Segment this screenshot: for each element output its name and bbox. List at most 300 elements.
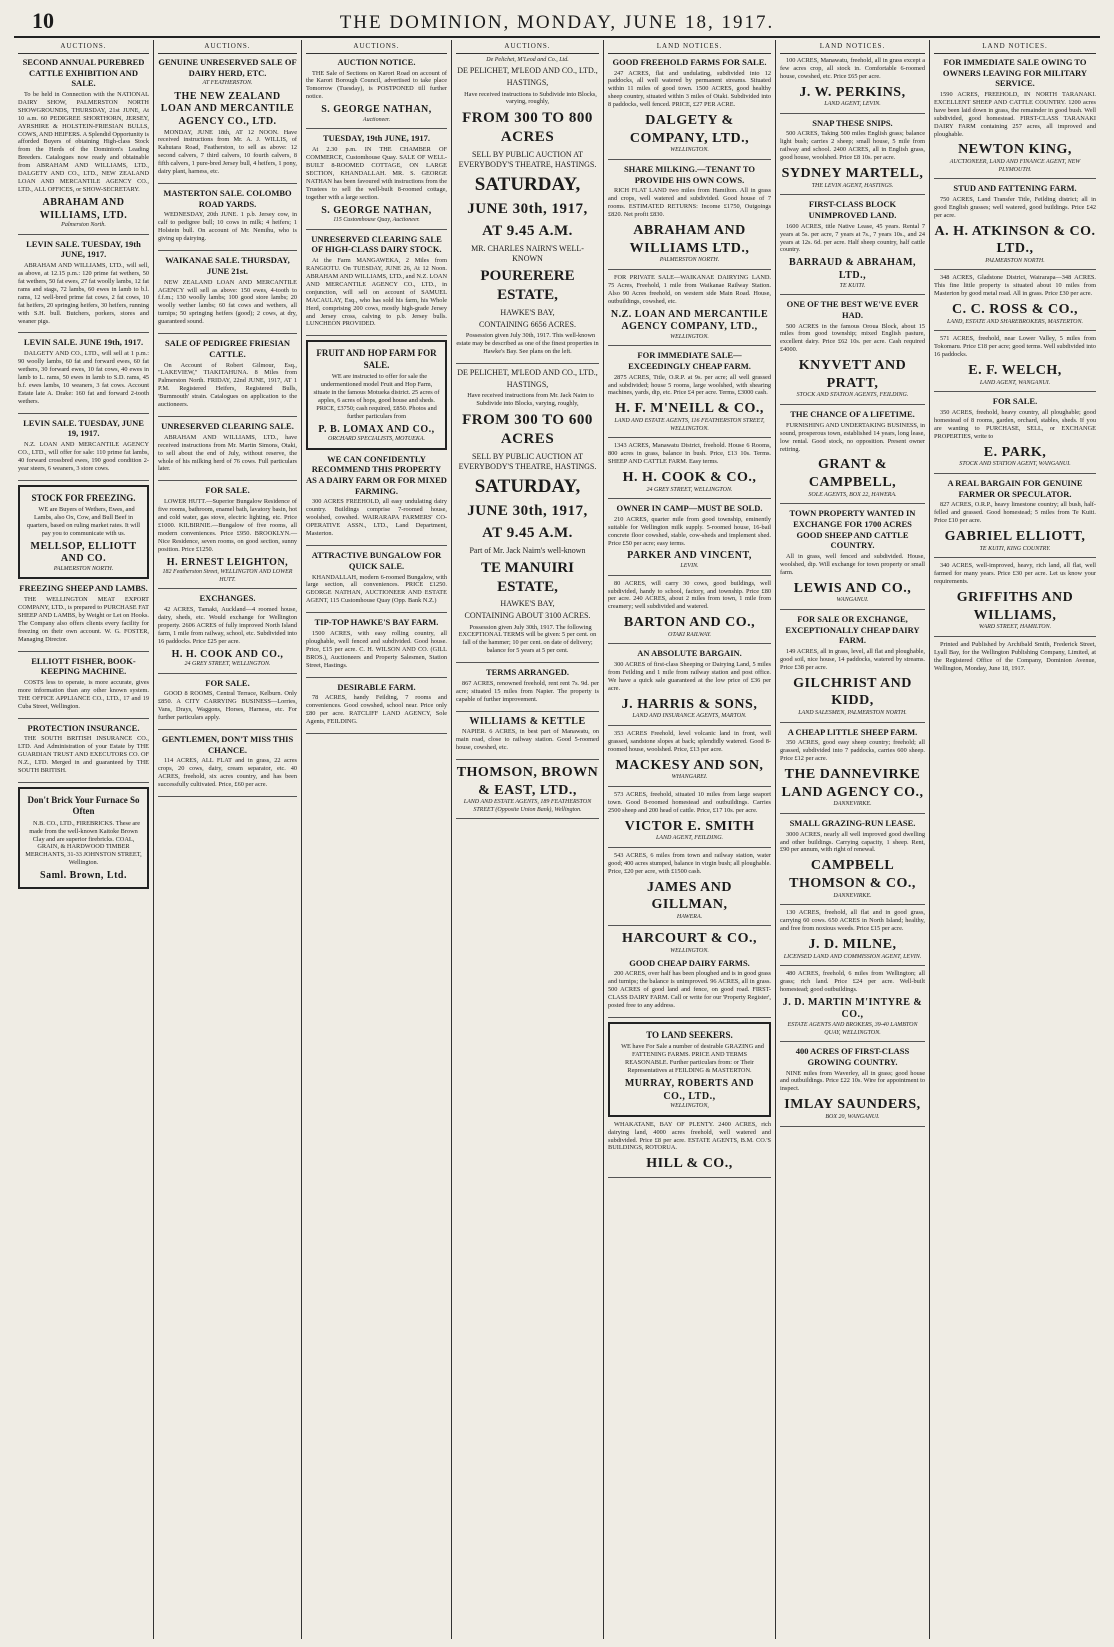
ad-body: FURNISHING AND UNDERTAKING BUSINESS, in sound, prosperous town, established 14 years, long lease, low rental. Good stock, no opposition. Present owner retiring. — [780, 421, 925, 453]
column-heading: AUCTIONS. — [456, 42, 599, 54]
ad-body: NINE miles from Waverley, all in grass; good house and outbuildings. Price £22 10s. Wire for appointment to inspect. — [780, 1069, 925, 1093]
ad-title: STOCK FOR FREEZING. — [31, 492, 136, 503]
ad-firm: E. F. WELCH, — [968, 363, 1062, 379]
ad-location: LICENSED LAND AND COMMISSION AGENT, LEVIN. — [783, 953, 922, 960]
ad-block — [608, 70, 771, 160]
ad-title: WE CAN CONFIDENTLY RECOMMEND THIS PROPERTY AS A DAIRY FARM OR FOR MIXED FARMING. — [306, 453, 447, 496]
ad-headline: Don't Brick Your Furnace So Often — [27, 795, 140, 817]
ad-firm: ABRAHAM AND WILLIAMS, LTD. — [39, 196, 128, 221]
ad-location: PALMERSTON NORTH. — [659, 257, 720, 264]
ad-body: NEW ZEALAND LOAN AND MERCANTILE AGENCY will sell as above: 150 ewes, 4-tooth to f.f.m.; 130 woolly lambs; 100 good store lambs; 20 woolly wether lambs; 60 fat cows and wethers, all turnips; 50 springing heifers (good); 2 cows, at dry, guaranteed sound. — [158, 278, 297, 326]
ad-title: AUCTION NOTICE. — [337, 56, 416, 67]
ad-firm: GILCHRIST AND KIDD, — [793, 675, 912, 709]
announcement-firm: DE PELICHET, M'LEOD AND CO., LTD., — [457, 66, 598, 76]
ad-block — [456, 667, 599, 711]
boxed-ad — [18, 485, 149, 580]
announcement-place: HASTINGS, — [506, 78, 549, 88]
ad-title: TO LAND SEEKERS. — [646, 1029, 733, 1040]
ad-body: WEDNESDAY, 20th JUNE. 1 p.b. Jersey cow, in calf to pedigree bull; 10 cows in milk; 4 heifers; 1 Holstein bull. On account of Mr. Nemihu, who is giving up dairying. — [158, 211, 297, 243]
ad-body: 353 ACRES Freehold, level volcanic land in front, well grassed, sandstone slopes at back; splendidly watered. Good 8-roomed house, woolshed. Price, £13 per acre. — [608, 730, 771, 753]
column-1 — [14, 40, 154, 1639]
column-3 — [302, 40, 452, 1639]
ad-block — [456, 716, 599, 760]
ad-block — [158, 338, 297, 417]
ad-title: LEVIN SALE. TUESDAY, 19th JUNE, 1917. — [26, 238, 141, 260]
ad-body: 114 ACRES, ALL FLAT and in grass, 22 acres crops, 20 cows, dairy, cream separator, etc. 40 ACRES, freehold, six acres country, and has been successfully cultivated. Price, £60 per acre. — [158, 757, 297, 789]
ad-location: STOCK AND STATION AGENTS, FEILDING. — [796, 392, 909, 399]
ad-firm: H. F. M'NEILL & CO., — [615, 401, 764, 417]
announcement-estate: TE MANUIRI ESTATE, — [481, 559, 574, 595]
ad-body: To be held in Connection with the NATIONAL DAIRY SHOW, PALMERSTON NORTH SHOWGROUNDS, THURSDAY, 21st JUNE, At 10 a.m. 60 PEDIGREE SHORTHORN, JERSEY, AYRSHIRE & HOLSTEIN-FRIESIAN BULLS, COWS, AND HEIFERS. A Splendid Opportunity is afforded Buyers of obtaining High-class Stock from the Herds of the Dominion's Leading Breeders. Catalogues now ready and obtainable from ABRAHAM AND WILLIAMS, LTD., DALGETY AND CO., LTD., NEW ZEALAND LOAN AND MERCANTILE AGENCY CO., LTD., ALL OFFICES, or SHOW-SECRETARY. — [18, 90, 149, 193]
ad-body: 827 ACRES, O.R.P., heavy limestone country; all bush, half-felled and grassed. Good homestead; 5 miles from Te Kuiti. Price £10 per acre. — [934, 501, 1096, 525]
ad-body: At 2.30 p.m. IN THE CHAMBER OF COMMERCE, Customhouse Quay. SALE OF WELL-BUILT 8-ROOMED COTTAGE, ON LARGE SECTION, KHANDALLAH. MR. S. GEORGE NATHAN has been favoured with instructions from the Trustees to sell the well-built 8-roomed cottage, together with a large section. — [306, 146, 447, 201]
ad-body: 543 ACRES, 6 miles from town and railway station, water good; 400 acres stumped, balance in virgin bush; all ploughable. Price, £20 per acre, with £1500 cash. — [608, 851, 771, 875]
ad-location: LAND AGENT, WANGANUI. — [979, 379, 1051, 386]
ad-block — [780, 614, 925, 723]
ad-firm: C. C. ROSS & CO., — [952, 302, 1078, 318]
column-heading: LAND NOTICES. — [608, 42, 771, 54]
column-subheading: FOR IMMEDIATE SALE OWING TO OWNERS LEAVING FOR MILITARY SERVICE. — [942, 56, 1088, 89]
ad-title: FOR SALE. — [205, 485, 250, 496]
ad-location: LAND AND INSURANCE AGENTS, MARTON. — [632, 713, 747, 720]
ad-title: GOOD CHEAP DAIRY FARMS. — [629, 957, 750, 968]
ad-location: AUCTIONEER, LAND AND FINANCE AGENT, NEW PLYMOUTH. — [949, 159, 1081, 173]
ad-body: 42 ACRES, Tamaki, Auckland—4 roomed house, dairy, sheds, etc. Would exchange for Wellington property. 2606 ACRES of fully improved North Island farm, 1 mile from railway, school, etc. Subdivided into 16 paddocks. Price £25 per acre. — [158, 605, 297, 645]
ad-title: THE CHANCE OF A LIFETIME. — [790, 409, 915, 420]
ad-firm: LEWIS AND CO., — [793, 580, 912, 596]
announcement-sell: SELL BY PUBLIC AUCTION AT EVERYBODY'S THEATRE, HASTINGS. — [458, 150, 597, 170]
page-columns — [14, 40, 1100, 1639]
ad-title: MASTERTON SALE. COLOMBO ROAD YARDS. — [163, 188, 292, 209]
ad-body: 348 ACRES, Gladstone District, Wairarapa—348 ACRES. This fine little property is situated about 10 miles from Masterton by good metal road. All in grass. Price £30 per acre. — [934, 274, 1096, 298]
ad-block — [158, 485, 297, 589]
ad-block — [18, 583, 149, 651]
ad-body: WE have For Sale a number of desirable GRAZING and FATTENING FARMS. PRICE AND TERMS REASONABLE. Further particulars from: or Their Representatives at FEILDING & MASTERTON. — [621, 1043, 764, 1075]
ad-block — [934, 396, 1096, 474]
ad-title: SALE OF PEDIGREE FRIESIAN CATTLE. — [164, 338, 291, 359]
announcement-acreage: FROM 300 TO 800 ACRES — [462, 110, 593, 146]
ad-block — [934, 335, 1096, 392]
ad-location: LAND AGENT, FEILDING. — [655, 835, 724, 842]
ad-body: 500 ACRES, Taking 500 miles English grass; balance light bush; carries 2 sheep; small house, 5 mile from railway and school. 2400 ACRES, all in English grass, good house, woolshed. Price £8 10s. per acre. — [780, 130, 925, 162]
announcement-containing: CONTAINING 6656 ACRES. — [479, 320, 576, 330]
ad-location: LAND, ESTATE AND SHAREBROKERS, MASTERTON. — [947, 318, 1083, 325]
ad-title: GENUINE UNRESERVED SALE OF DAIRY HERD, ETC. — [158, 56, 297, 78]
ad-firm: THE NEW ZEALAND LOAN AND MERCANTILE AGENCY CO., LTD. — [160, 90, 295, 127]
column-heading: AUCTIONS. — [306, 42, 447, 54]
ad-title: ATTRACTIVE BUNGALOW FOR QUICK SALE. — [311, 550, 442, 571]
ad-block — [608, 580, 771, 645]
ad-block — [158, 593, 297, 673]
ad-block — [608, 503, 771, 576]
ad-firm: H. H. COOK & CO., — [622, 469, 757, 485]
ad-block — [780, 299, 925, 405]
ad-body: 200 ACRES, over half has been ploughed and is in good grass and turnips; the balance is unimproved. 96 ACRES, all in grass. 500 ACRES of good land and fence, on good road. FIRST-CLASS DAIRY FARM. Call or write for our 'Property Register', posted free to any address. — [608, 970, 772, 1010]
announcement-time: AT 9.45 A.M. — [482, 524, 573, 541]
ad-block — [158, 734, 297, 797]
ad-body: FOR PRIVATE SALE—WAIKANAE DAIRYING LAND. 75 Acres, Freehold, 1 mile from Waikanae Railway Station. Also 90 Acres freehold, on western side Main Road. House, outbuildings, cowshed, etc. — [608, 273, 771, 305]
ad-block — [18, 656, 149, 719]
ad-location: BOX 20, WANGANUI. — [825, 1113, 880, 1120]
ad-location: 24 GREY STREET, WELLINGTON. — [646, 486, 733, 493]
ad-location: LEVIN. — [680, 563, 699, 570]
ad-title: TIP-TOP HAWKE'S BAY FARM. — [314, 617, 439, 628]
ad-title: OWNER IN CAMP—MUST BE SOLD. — [616, 503, 763, 514]
column-6 — [776, 40, 930, 1639]
ad-block — [780, 1046, 925, 1126]
ad-body: 867 ACRES, renowned freehold, rent rent 7s. 9d. per acre; situated 15 miles from Napier. The property is capable of further improvement. — [456, 679, 599, 703]
ad-body: MONDAY, JUNE 18th, AT 12 NOON. Have received instructions from Mr. A. J. WILLIS, of Kahutara Road, Featherston, to sell as above: 12 second calvers, 7 third calvers, 10 fourth calvers, 8 fifth calvers, 1 pure-bred Jersey bull, 4 heifers, 1 pony, dairy plant, harness, etc. — [158, 128, 297, 176]
ad-body: On Account of Robert Gilmour, Esq., "LAKEVIEW," TIAKITAHUNA. 8 Miles from Palmerston North. FRIDAY, 22nd JUNE, 1917, AT 1 P.M. Registered Heifers, Registered Bulls, 'Burnmouth' strain. Catalogues on application to the auctioneers. — [158, 361, 297, 409]
ad-location: 24 GREY STREET, WELLINGTON. — [184, 661, 271, 668]
ad-firm: J. D. MILNE, — [808, 936, 897, 952]
ad-location: WELLINGTON. — [670, 333, 709, 340]
announcement-owner: MR. CHARLES NAIRN'S WELL-KNOWN — [471, 244, 584, 264]
ad-firm: HILL & CO., — [646, 1156, 733, 1172]
ad-block — [780, 199, 925, 295]
ad-location: ORCHARD SPECIALISTS, MOTUEKA. — [328, 436, 425, 443]
announcement-date: JUNE 30th, 1917, — [467, 502, 588, 519]
ad-location: LAND AND ESTATE AGENTS, 189 FEATHERSTON STREET (Opposite Union Bank), Wellington. — [463, 799, 592, 813]
ad-block — [608, 852, 771, 927]
ad-body: 210 ACRES, quarter mile from good township, eminently suitable for Wellington milk supply. 5-roomed house, 16-bail concrete floor cowshed, stable, cow-sheds and implement shed. Price £50 per acre; easy terms. — [608, 515, 771, 547]
ad-firm: CAMPBELL THOMSON & CO., — [789, 858, 916, 891]
ad-block — [158, 57, 297, 184]
ad-body: 350 ACRES, freehold, heavy country, all ploughable; good homestead of 8 rooms, garden, orchard, stables, sheds. If you are wanting to PURCHASE, SELL, or EXCHANGE PROPERTIES, write to — [934, 409, 1096, 440]
ad-body: GOOD 8 ROOMS, Central Terrace, Kelburn. Only £850. A CITY CARRYING BUSINESS—Lorries, Vans, Drays, Waggons, Horses, Harness, etc. For further particulars apply. — [158, 690, 297, 722]
ad-body: WHAKATANE, BAY OF PLENTY. 2400 ACRES, rich dairying land, 4000 acres freehold, well watered and subdivided. Price £8 per acre. ESTATE AGENTS, B.M. CO.'S BUILDINGS, ROTORUA. — [608, 1120, 771, 1152]
newspaper-title: THE DOMINION, MONDAY, JUNE 18, 1917. — [339, 12, 775, 33]
ad-block — [780, 118, 925, 196]
announcement-sell: SELL BY PUBLIC AUCTION AT EVERYBODY'S THEATRE, HASTINGS. — [458, 451, 597, 471]
ad-body: 750 ACRES, Land Transfer Title, Feilding district; all in good English grasses; well watered, good buildings. Price £42 per acre. — [934, 195, 1096, 219]
ad-block — [934, 562, 1096, 637]
ad-title: FOR IMMEDIATE SALE—EXCEEDINGLY CHEAP FARM. — [628, 350, 751, 371]
ad-location: LAND AND ESTATE AGENTS, 116 FEATHERSTON STREET, WELLINGTON. — [614, 418, 765, 432]
masthead — [14, 6, 1100, 38]
ad-block — [306, 617, 447, 677]
ad-firm: THE DANNEVIRKE LAND AGENCY CO., — [781, 767, 924, 800]
ad-firm: BARTON AND CO., — [623, 615, 756, 631]
ad-title: FOR SALE OR EXCHANGE, EXCEPTIONALLY CHEAP DAIRY FARM. — [785, 613, 920, 646]
ad-body: 300 ACRES of first-class Sheeping or Dairying Land, 5 miles from Feilding and 1 mile from railway station and post office. We have a quick sale guaranteed at the low price of £36 per acre. — [608, 661, 771, 692]
ad-location: ESTATE AGENTS AND BROKERS, 39-40 LAMBTON QUAY, WELLINGTON. — [787, 1022, 918, 1036]
ad-block — [608, 930, 771, 1017]
ad-body: N.B. CO., LTD., FIREBRICKS. These are made from the well-known Kaitoke Brown Clay and are superior firebricks. COAL, GRAIN, & HARDWOOD TIMBER MERCHANTS, 31-33 JOHNSTON STREET, Wellington. — [25, 819, 142, 867]
ad-location: 182 Featherston Street, WELLINGTON AND LOWER HUTT. — [162, 569, 293, 583]
ad-body: N.Z. LOAN AND MERCANTILE AGENCY CO., LTD., will offer for sale: 110 prime fat lambs, 40 forward crossbred ewes, 190 good condition 2-year steers, 6 weaners, 3 store cows. — [18, 440, 149, 472]
ad-location: WELLINGTON. — [670, 147, 709, 154]
announcement-note: Possession given July 30th, 1917. This well-known estate may be described as one of the finest properties in Hawke's Bay. See plans on the left. — [456, 332, 599, 355]
ad-body: 1590 ACRES, FREEHOLD, IN NORTH TARANAKI. EXCELLENT SHEEP AND CATTLE COUNTRY. 1200 acres have been laid down in grass, the remainder in good bush. Well subdivided, good homestead. FIRST-CLASS TARANAKI DAIRY FARM containing 257 acres, all improved and ploughable. — [934, 90, 1096, 138]
ad-block — [934, 183, 1096, 270]
column-4 — [452, 40, 604, 1639]
ad-firm: KNYVETT AND PRATT, — [798, 358, 907, 391]
ad-block — [158, 678, 297, 730]
ad-body: 149 ACRES, all in grass, level, all flat and ploughable, good soil, nice house, 14 paddocks, watered by streams. Price £38 per acre. — [780, 648, 925, 671]
ad-body: At the Farm MANGAWEKA, 2 Miles from RANGIOTU. On TUESDAY, JUNE 26, At 12 Noon. ABRAHAM AND WILLIAMS, LTD., and N.Z. LOAN AND MERCANTILE AGENCY CO., LTD., in conjunction, will sell on account of SAMUEL MACAULAY, Esq., who has sold his farm, his Whole Herd, comprising 200 cows, mostly high-grade Jersey and Jersey cross, calving to p.b. Jersey bulls. LUNCHEON PROVIDED. — [306, 257, 447, 328]
ad-title: SMALL GRAZING-RUN LEASE. — [789, 817, 916, 828]
ad-firm: J. D. MARTIN M'INTYRE & CO., — [782, 996, 923, 1021]
ad-title: UNRESERVED CLEARING SALE OF HIGH-CLASS DAIRY STOCK. — [311, 233, 442, 255]
ad-block — [18, 723, 149, 783]
announcement-note: Possession given July 30th, 1917. The following EXCEPTIONAL TERMS will be given: 5 per cent. on fall of the hammer; 10 per cent. on date of delivery; balance for 5 years at 5 per cent. — [458, 623, 597, 655]
ad-block — [780, 508, 925, 610]
announcement-place: HASTINGS, — [506, 379, 549, 389]
announcement-day: SATURDAY, — [474, 475, 581, 497]
ad-body: 78 ACRES, handy Feilding, 7 rooms and conveniences. Good cowshed, school near. Price only £80 per acre. RATCLIFF LAND AGENCY, Sole Agents, FEILDING. — [306, 694, 447, 725]
ad-firm: IMLAY SAUNDERS, — [784, 1097, 921, 1113]
ad-block — [780, 409, 925, 504]
ad-block — [934, 91, 1096, 179]
ad-title: TUESDAY, 19th JUNE, 1917. — [322, 133, 431, 144]
ad-block — [306, 133, 447, 229]
ad-body: 130 ACRES, freehold, all flat and in good grass, carrying 60 cows. 650 ACRES in North Island; healthy, and free from noxious weeds. Price £15 per acre. — [780, 909, 925, 933]
ad-block — [158, 188, 297, 251]
ad-firm: E. PARK, — [983, 444, 1047, 460]
ad-location: TE KUITI, KING COUNTRY. — [979, 545, 1051, 552]
ad-title: LEVIN SALE. JUNE 19th, 1917. — [23, 337, 144, 348]
ad-location: HAWERA. — [676, 913, 703, 920]
column-heading: AUCTIONS. — [18, 42, 149, 54]
top-firm: De Pelichet, M'Leod and Co., Ltd. — [486, 56, 569, 63]
ad-title: LEVIN SALE. TUESDAY, JUNE 19, 1917. — [23, 417, 144, 439]
ad-title: AN ABSOLUTE BARGAIN. — [637, 648, 742, 659]
ad-title: STUD AND FATTENING FARM. — [953, 183, 1077, 194]
ad-title: FRUIT AND HOP FARM FOR SALE. — [316, 348, 437, 370]
ad-body: NAPIER. 6 ACRES, in best part of Manawatu, on main road, close to railway station. Good 5-roomed house, cowshed, etc. — [456, 728, 599, 752]
announcement-estate: POURERERE ESTATE, — [480, 268, 575, 304]
ad-title: A REAL BARGAIN FOR GENUINE FARMER OR SPECULATOR. — [947, 477, 1083, 499]
ad-body: 80 ACRES, will carry 30 cows, good buildings, well subdivided, handy to school, factory, and township. Price £80 per acre. 240 ACRES, about 2 miles from town, 1 mile from creamery; well subdivided and watered. — [608, 579, 771, 611]
ad-title: GENTLEMEN, DON'T MISS THIS CHANCE. — [161, 734, 294, 755]
ad-block — [608, 791, 771, 848]
ad-location: WARD STREET, HAMILTON. — [978, 624, 1052, 631]
ad-firm: GRANT & CAMPBELL, — [808, 457, 897, 491]
announcement-intro: Have received instructions from Mr. Jack Nairn to Subdivide into Blocks, varying, roughly, — [467, 392, 594, 407]
ad-title: PROTECTION INSURANCE. — [27, 722, 140, 733]
ad-title: ELLIOTT FISHER, BOOK-KEEPING MACHINE. — [31, 655, 136, 677]
ad-block — [608, 350, 771, 438]
ad-firm: VICTOR E. SMITH — [624, 818, 755, 834]
ad-body: 247 ACRES, flat and undulating, subdivided into 12 paddocks, all well watered by permanent streams. Situated within 11 miles of good town. 1500 ACRES, good healthy sheep country, situated within 3 miles of Otaki. Subdivided into 8 paddocks, well fenced. PRICE, £27 PER ACRE. — [608, 69, 771, 109]
ad-block — [18, 239, 149, 334]
ad-firm: N.Z. LOAN AND MERCANTILE AGENCY COMPANY, LTD., — [610, 308, 769, 333]
ad-firm: S. GEORGE NATHAN, — [321, 104, 432, 116]
column-subheading: GOOD FREEHOLD FARMS FOR SALE. — [612, 56, 767, 67]
ad-body: WE are Buyers of Wethers, Ewes, and Lambs, also Ox, Cow, and Bull Beef in quarters, based on ruling market rates. It will pay you to communicate with us. — [26, 506, 141, 537]
ad-title: 400 ACRES OF FIRST-CLASS GROWING COUNTRY. — [795, 1046, 910, 1067]
ad-block — [608, 648, 771, 726]
ad-firm: MURRAY, ROBERTS AND CO., LTD., — [624, 1077, 755, 1102]
ad-body: 500 ACRES in the famous Oroua Block, about 15 miles from good township; mixed English pasture, excellent dairy. Price £62 10s. per acre. Cash required £4000. — [780, 322, 925, 354]
ad-location: Palmerston North. — [61, 222, 106, 229]
announcement-region: HAWKE'S BAY, — [500, 307, 555, 317]
ad-title: FIRST-CLASS BLOCK UNIMPROVED LAND. — [808, 199, 897, 221]
ad-block — [934, 478, 1096, 558]
auction-announcement-pourerere — [456, 66, 599, 364]
ad-block — [780, 727, 925, 814]
ad-title: FOR SALE. — [992, 396, 1038, 407]
ad-title: FOR SALE. — [205, 677, 250, 688]
ad-block — [306, 234, 447, 337]
announcement-day: SATURDAY, — [474, 174, 581, 196]
ad-body: THE Sale of Sections on Karori Road on account of the Karori Borough Council, advertised to take place Tomorrow (Tuesday), is POSTPONED till further notice. — [306, 69, 447, 101]
ad-location: DANNEVIRKE. — [833, 892, 872, 899]
column-heading: LAND NOTICES. — [934, 42, 1096, 54]
announcement-region: HAWKE'S BAY, — [500, 599, 555, 609]
ad-body: 3000 ACRES, nearly all well improved good dwelling and other buildings. Carrying capacity, 1 sheep. Rent, £90 per annum, with right of renewal. — [780, 830, 925, 854]
ad-firm: PARKER AND VINCENT, — [627, 550, 752, 562]
ad-body: THE SOUTH BRITISH INSURANCE CO., LTD. And Administration of your Estate by THE GUARDIAN TRUST AND EXECUTORS CO. OF N.Z., LTD. Merged in and guaranteed by THE SOUTH BRITISH. — [18, 735, 149, 775]
ad-firm: GRIFFITHS AND WILLIAMS, — [956, 589, 1074, 623]
ad-location: LAND AGENT, LEVIN. — [824, 101, 881, 108]
ad-block — [18, 57, 149, 235]
ad-block — [608, 1121, 771, 1178]
ad-firm: A. H. ATKINSON & CO. LTD., — [934, 223, 1096, 257]
ad-location: Auctioneer. — [362, 116, 391, 123]
ad-block — [608, 442, 771, 499]
announcement-containing: CONTAINING ABOUT 3100 ACRES. — [464, 611, 591, 621]
ad-body: 2875 ACRES, Title, O.R.P. at 9s. per acre; all well grassed and subdivided; house 5 rooms, large woolshed, with shearing machines, yards, dip, etc. Price £4 per acre. Terms, £3000 cash. — [608, 373, 771, 397]
ad-body: COSTS less to operate, is more accurate, gives more information than any other known system. THE OFFICE APPLIANCE CO., LTD., 17 and 19 Cuba Street, Wellington. — [18, 679, 149, 710]
announcement-date: JUNE 30th, 1917, — [467, 201, 588, 218]
boxed-ad — [306, 340, 447, 449]
ad-block — [306, 550, 447, 613]
ad-firm: BARRAUD & ABRAHAM, LTD., — [788, 257, 917, 281]
ad-block — [608, 164, 771, 270]
ad-location: OTAKI RAILWAY. — [667, 631, 712, 638]
ad-block — [158, 421, 297, 481]
ad-block — [780, 818, 925, 905]
announcement-firm: DE PELICHET, M'LEOD AND CO., LTD., — [457, 367, 598, 377]
column-2 — [154, 40, 302, 1639]
ad-title: ONE OF THE BEST WE'VE EVER HAD. — [786, 299, 919, 320]
announcement-owner: Part of Mr. Jack Nairn's well-known — [469, 545, 586, 555]
ad-body: KHANDALLAH, modern 6-roomed Bungalow, with large section, all conveniences. PRICE £1250. GEORGE NATHAN, AUCTIONEER AND ESTATE AGENT, 115 Customhouse Quay (Opp. Bank N.Z.) — [306, 573, 447, 605]
ad-location: AT FEATHERSTON. — [202, 80, 253, 87]
ad-location: SOLE AGENTS, BOX 22, HAWERA. — [808, 491, 897, 498]
printer-imprint: Printed and Published by Archibald Smith, Frederick Street, Lyall Bay, for the Wellington Publishing Company, Limited, at the Registered Office of the Company, Dominion Avenue, Wellington, Monday, June 18, 1917. — [934, 640, 1096, 672]
ad-block — [158, 255, 297, 334]
ad-body: All in grass, well fenced and subdivided. House, woolshed, dip. Will exchange for town property or small farm. — [780, 553, 925, 576]
ad-firm: H. H. COOK AND CO., — [171, 648, 284, 660]
ad-block — [18, 418, 149, 481]
ad-location: WELLINGTON. — [670, 948, 709, 955]
ad-body: DALGETY AND CO., LTD., will sell at 1 p.m.: 90 woolly lambs, 60 fat and forward ewes, 60 fat wethers, 30 forward ewes, 10 fat cows, 40 ewes in lamb to L. rams, 50 ewes in lamb to S.D. rams, 45 b.f. ewes lambs, 10 weaners, 3 fat cows. Account Estate late A. Drake: 160 fat and forward 2-tooth wethers. — [18, 350, 149, 405]
ad-title: EXCHANGES. — [199, 593, 256, 604]
ad-body: ABRAHAM AND WILLIAMS, LTD., have received instructions from Mr. Martin Simons, Otaki, to sell about the end of July, without reserve, the whole of his milking herd of 76 cows. Full particulars later. — [158, 433, 297, 473]
furnace-ad — [18, 787, 149, 889]
ad-firm: P. B. LOMAX AND CO., — [318, 423, 435, 435]
ad-body: 100 ACRES, Manawatu, freehold, all in grass except a few acres crop, all stock in. Comfortable 6-roomed house, cowshed, etc. Price £65 per acre. — [780, 56, 925, 80]
ad-firm: MELLSOP, ELLIOTT AND CO. — [30, 540, 137, 565]
ad-firm: WILLIAMS & KETTLE — [469, 715, 586, 727]
ad-body: 300 ACRES FREEHOLD, all easy undulating dairy country. Buildings comprise 7-roomed house, woolshed, cowshed. WAIRARAPA FARMERS' CO-OPERATIVE ASSN., LTD., Land Department, Masterton. — [306, 498, 447, 538]
auction-announcement-te-manuiri — [456, 368, 599, 663]
ad-title: UNRESERVED CLEARING SALE. — [161, 421, 294, 432]
ad-body: RICH FLAT LAND two miles from Hamilton. All in grass and crops, well watered and subdivided. Good house of 7 rooms. ESTIMATED RETURNS: Income £1750, Outgoings £820. Net profit £830. — [608, 187, 771, 219]
ad-location: THE LEVIN AGENT, HASTINGS. — [811, 182, 894, 189]
ad-title: A CHEAP LITTLE SHEEP FARM. — [787, 726, 918, 737]
ad-title: SHARE MILKING.—TENANT TO PROVIDE HIS OWN COWS. — [623, 163, 756, 185]
ad-block — [780, 970, 925, 1042]
ad-title: DESIRABLE FARM. — [337, 681, 416, 692]
ad-firm: J. W. PERKINS, — [799, 84, 906, 100]
ad-title: FREEZING SHEEP AND LAMBS. — [19, 583, 148, 594]
ad-body: 571 ACRES, freehold, near Lower Valley, 5 miles from Tokomaru. Price £18 per acre; good terms. Well subdivided into 16 paddocks. — [934, 335, 1096, 359]
ad-body: ABRAHAM AND WILLIAMS, LTD., will sell, as above, at 12.15 p.m.: 120 prime fat wethers, 50 fat wethers, 50 fat ewes, 27 fat woolly lambs, 12 fat rams and stags, 72 lambs, 60 ewes in lamb to b.l. rams, 12 well-bred prime fat cows, 2 fat cows, 10 fat heifers, 20 springing heifers, 30 heifers, running with S.H. bull. Butchers, porkers, stores and weaner pigs. — [18, 262, 149, 325]
ad-location: PALMERSTON NORTH. — [985, 257, 1045, 264]
ad-block — [608, 730, 771, 787]
ad-location: 115 Customhouse Quay, Auctioneer. — [333, 217, 420, 224]
announcement-intro: Have received instructions to Subdivide into Blocks, varying, roughly, — [464, 90, 597, 106]
land-seekers-box — [608, 1022, 771, 1117]
ad-body: LOWER HUTT.—Superior Bungalow Residence of five rooms, bathroom, enamel bath, lavatory basin, hot and cold water, gas stove, electric lighting, etc. Price £1000. KILBIRNIE.—Bungalow of five rooms, all modern conveniences. Price £950. BROOKLYN.—Nice Residence, seven rooms, on good section, sunny position. Price £1250. — [158, 498, 297, 553]
ad-firm: SYDNEY MARTELL, — [781, 166, 924, 182]
ad-firm: ABRAHAM AND WILLIAMS LTD., — [629, 223, 750, 256]
ad-location: LAND SALESMEN, PALMERSTON NORTH. — [798, 710, 907, 717]
page-number: 10 — [32, 8, 54, 33]
ad-body: 480 ACRES, freehold, 6 miles from Wellington; all grass; rich land. Price £24 per acre. Well-built homestead; good outbuildings. — [780, 970, 925, 993]
ad-location: PALMERSTON NORTH. — [53, 565, 114, 572]
ad-title: SECOND ANNUAL PUREBRED CATTLE EXHIBITION AND SALE. — [22, 56, 145, 89]
ad-location: TE KUITI. — [839, 282, 866, 289]
ad-location: WELLINGTON, — [670, 1103, 709, 1110]
ad-firm: JAMES AND GILLMAN, — [646, 879, 732, 913]
ad-body: 573 ACRES, freehold, situated 10 miles from large seaport town. Good 8-roomed homestead and outbuildings. Carries 2500 sheep and 200 head of cattle. Price, £17 10s. per acre. — [608, 790, 771, 814]
ad-block — [18, 337, 149, 413]
ad-title: TOWN PROPERTY WANTED IN EXCHANGE FOR 1700 ACRES GOOD SHEEP AND CATTLE COUNTRY. — [789, 508, 916, 551]
ad-body: THE WELLINGTON MEAT EXPORT COMPANY, LTD., is prepared to PURCHASE FAT SHEEP AND LAMBS, by Weight or Let on Hooks. The Company also offers clients every facility for freezing on their own account. W. G. FOSTER, Managing Director. — [18, 596, 149, 643]
ad-body: 1600 ACRES, title Native Lease, 45 years. Rental 7 years at 5s. per acre, 7 years at 7s., 7 years 10s., and 24 years at 12s. 6d. per acre. Half sheep country, half cattle country. — [780, 222, 925, 254]
ad-block — [306, 57, 447, 130]
ad-location: STOCK AND STATION AGENT, WANGANUI. — [959, 461, 1071, 468]
announcement-acreage: FROM 300 TO 600 ACRES — [462, 411, 593, 447]
ad-firm: Saml. Brown, Ltd. — [40, 870, 127, 882]
announcement-time: AT 9.45 A.M. — [482, 223, 573, 240]
ad-block — [780, 909, 925, 966]
ad-firm: GABRIEL ELLIOTT, — [944, 529, 1086, 545]
ad-title: TERMS ARRANGED. — [485, 667, 570, 678]
ad-block — [456, 764, 599, 819]
ad-firm: NEWTON KING, — [958, 142, 1072, 158]
ad-body: 350 ACRES, good easy sheep country; freehold; all grassed, subdivided into 7 paddocks, carries 600 sheep. Price £12 per acre. — [780, 739, 925, 763]
column-7 — [930, 40, 1100, 1639]
ad-firm: H. ERNEST LEIGHTON, — [166, 556, 289, 568]
ad-firm: HARCOURT & CO., — [621, 931, 758, 947]
ad-firm: J. HARRIS & SONS, — [621, 696, 758, 712]
column-heading: AUCTIONS. — [158, 42, 297, 54]
ad-body: 340 ACRES, well-improved, heavy, rich land, all flat, well farmed for many years. Price £30 per acre. Let us know your requirements. — [934, 562, 1096, 586]
ad-firm: THOMSON, BROWN & EAST, LTD., — [456, 765, 599, 798]
column-5 — [604, 40, 776, 1639]
ad-body: 1500 ACRES, with easy rolling country, all ploughable, well fenced and subdivided. Good house. Price, £15 per acre. C. H. WILSON AND CO. (GILL BROS.), Auctioneers and Property Salesmen, Station Street, Hastings. — [306, 629, 447, 669]
ad-location: WHANGAREI. — [671, 774, 708, 781]
ad-firm: S. GEORGE NATHAN, — [321, 204, 432, 216]
ad-body: WE are instructed to offer for sale the undermentioned model Fruit and Hop Farm, situate in the famous Motueka district. 25 acres of apples, 6 acres of hops, good house and sheds. PRICE, £3750; cash required, £850. Photos and further particulars from — [313, 373, 440, 420]
ad-firm: DALGETY & COMPANY, LTD., — [629, 113, 750, 146]
ad-block — [934, 274, 1096, 331]
column-heading: LAND NOTICES. — [780, 42, 925, 54]
ad-body: 1343 ACRES, Manawatu District, freehold. House 6 Rooms, 800 acres in grass, balance in bush. Price, £13 10s. Terms. SHEEP AND CATTLE FARM. Easy terms. — [608, 442, 771, 465]
ad-firm: MACKESY AND SON, — [615, 757, 764, 773]
ad-block — [780, 57, 925, 114]
ad-location: WANGANUI. — [836, 597, 869, 604]
ad-location: DANNEVIRKE. — [833, 801, 872, 808]
ad-title: WAIKANAE SALE. THURSDAY, JUNE 21st. — [165, 255, 290, 276]
ad-block — [608, 274, 771, 346]
